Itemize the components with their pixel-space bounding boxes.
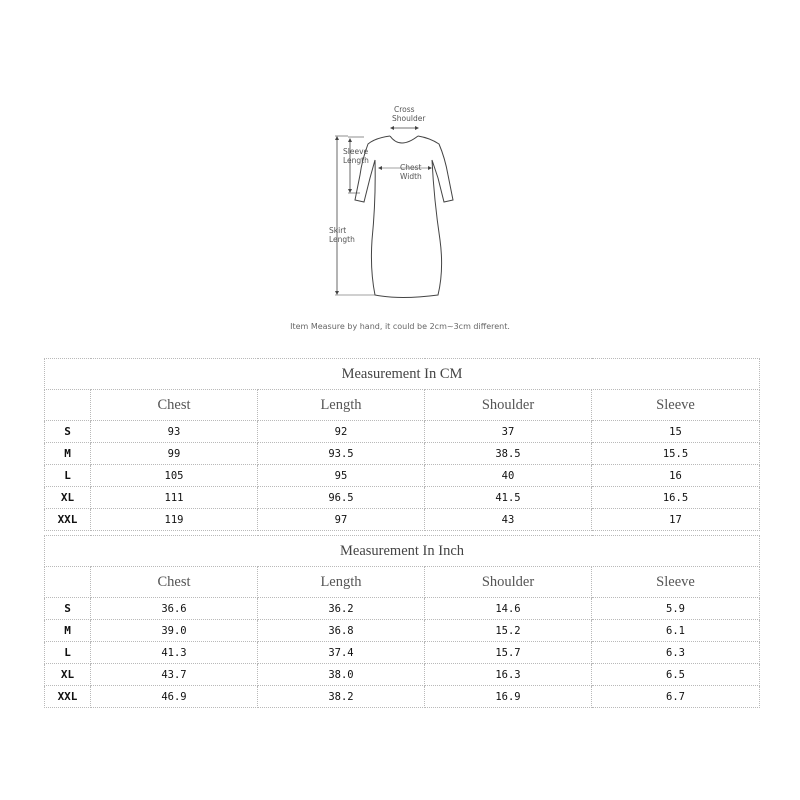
chest-value: 36.6: [91, 598, 258, 620]
size-table-inch: [44, 535, 760, 708]
shoulder-value: 40: [425, 465, 592, 487]
sleeve-value: 6.5: [592, 664, 760, 686]
cross-shoulder-label-line2: Shoulder: [392, 114, 426, 123]
length-value: 38.0: [258, 664, 425, 686]
size-label: S: [45, 598, 91, 620]
header-sleeve: Sleeve: [592, 567, 760, 598]
length-value: 95: [258, 465, 425, 487]
chest-value: 119: [91, 509, 258, 531]
shoulder-value: 16.3: [425, 664, 592, 686]
table-row: [45, 664, 760, 686]
shoulder-value: 41.5: [425, 487, 592, 509]
dress-outline-icon: [320, 100, 480, 310]
length-value: 37.4: [258, 642, 425, 664]
sleeve-value: 5.9: [592, 598, 760, 620]
skirt-length-label-line2: Length: [329, 235, 355, 244]
size-label: XL: [45, 664, 91, 686]
header-length: Length: [258, 567, 425, 598]
size-label: S: [45, 421, 91, 443]
shoulder-value: 16.9: [425, 686, 592, 708]
length-value: 36.8: [258, 620, 425, 642]
sleeve-length-label-line1: Sleeve: [343, 147, 369, 156]
chest-value: 39.0: [91, 620, 258, 642]
sleeve-length-label-line2: Length: [343, 156, 369, 165]
shoulder-value: 38.5: [425, 443, 592, 465]
sleeve-value: 6.1: [592, 620, 760, 642]
table-row: [45, 642, 760, 664]
table-header-row: [45, 390, 760, 421]
dress-measurement-diagram: [320, 100, 480, 310]
chest-value: 93: [91, 421, 258, 443]
size-label: M: [45, 443, 91, 465]
shoulder-value: 14.6: [425, 598, 592, 620]
table-row: [45, 443, 760, 465]
table-title: Measurement In CM: [45, 359, 760, 390]
cross-shoulder-label-line1: Cross: [394, 105, 415, 114]
sleeve-value: 15.5: [592, 443, 760, 465]
length-value: 96.5: [258, 487, 425, 509]
chest-width-label-line2: Width: [400, 172, 422, 181]
sleeve-value: 16.5: [592, 487, 760, 509]
size-label: L: [45, 465, 91, 487]
size-label: M: [45, 620, 91, 642]
sleeve-value: 15: [592, 421, 760, 443]
header-corner: [45, 567, 91, 598]
chest-value: 105: [91, 465, 258, 487]
length-value: 38.2: [258, 686, 425, 708]
shoulder-value: 37: [425, 421, 592, 443]
shoulder-value: 15.7: [425, 642, 592, 664]
table-row: [45, 620, 760, 642]
sleeve-value: 6.3: [592, 642, 760, 664]
size-label: XXL: [45, 509, 91, 531]
length-value: 93.5: [258, 443, 425, 465]
table-header-row: [45, 567, 760, 598]
shoulder-value: 15.2: [425, 620, 592, 642]
sleeve-value: 6.7: [592, 686, 760, 708]
size-label: XXL: [45, 686, 91, 708]
skirt-length-label-line1: Skirt: [329, 226, 347, 235]
chest-value: 46.9: [91, 686, 258, 708]
size-table-cm: [44, 358, 760, 531]
table-row: [45, 686, 760, 708]
header-chest: Chest: [91, 390, 258, 421]
header-shoulder: Shoulder: [425, 390, 592, 421]
header-chest: Chest: [91, 567, 258, 598]
chest-value: 111: [91, 487, 258, 509]
chest-value: 41.3: [91, 642, 258, 664]
chest-value: 43.7: [91, 664, 258, 686]
table-row: [45, 509, 760, 531]
table-row: [45, 465, 760, 487]
header-sleeve: Sleeve: [592, 390, 760, 421]
header-length: Length: [258, 390, 425, 421]
measurement-note: Item Measure by hand, it could be 2cm~3cm different.: [290, 322, 510, 331]
table-row: [45, 421, 760, 443]
sleeve-value: 17: [592, 509, 760, 531]
table-title: Measurement In Inch: [45, 536, 760, 567]
shoulder-value: 43: [425, 509, 592, 531]
chest-value: 99: [91, 443, 258, 465]
length-value: 92: [258, 421, 425, 443]
table-row: [45, 598, 760, 620]
table-row: [45, 487, 760, 509]
size-label: L: [45, 642, 91, 664]
sleeve-value: 16: [592, 465, 760, 487]
header-shoulder: Shoulder: [425, 567, 592, 598]
header-corner: [45, 390, 91, 421]
chest-width-label-line1: Chest: [400, 163, 422, 172]
size-label: XL: [45, 487, 91, 509]
length-value: 36.2: [258, 598, 425, 620]
length-value: 97: [258, 509, 425, 531]
